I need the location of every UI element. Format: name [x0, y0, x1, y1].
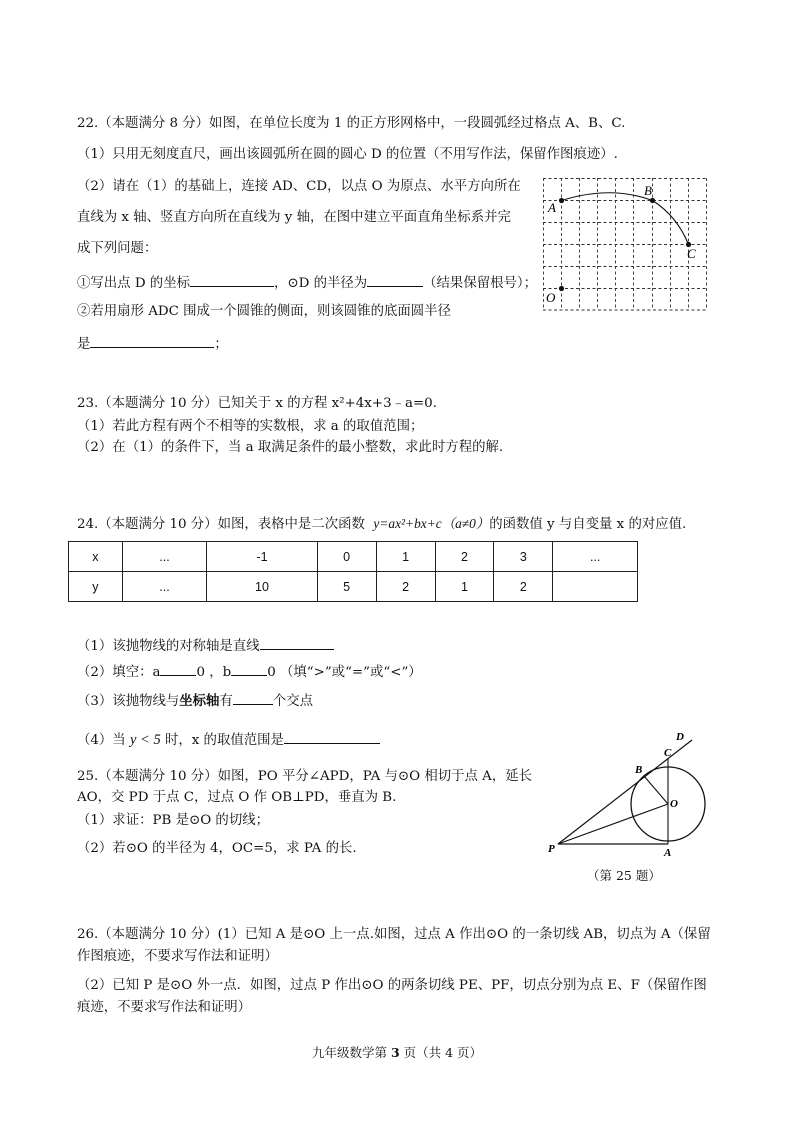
q26-line-3: （2）已知 P 是⊙O 外一点．如图，过点 P 作出⊙O 的两条切线 PE、PF，切点分别为点 E、F（保留作图: [77, 978, 707, 993]
q24-axis-bold: 坐标轴: [179, 693, 220, 709]
q24-range-label: 时，x 的取值范围是: [164, 733, 284, 748]
line-pd: [558, 740, 692, 844]
q24-part-2: [77, 661, 422, 682]
q24-when: （4）当: [77, 733, 126, 748]
answer-blank-b[interactable]: [231, 661, 267, 676]
q26-line-4: 痕迹，不要求写作法和证明）: [77, 1000, 252, 1015]
q22-line-4: 直线为 x 轴、竖直方向所在直线为 y 轴，在图中建立平面直角坐标系并完: [77, 210, 511, 225]
table-cell: [553, 572, 638, 602]
q22-grid-figure: [543, 178, 711, 311]
answer-blank-a[interactable]: [160, 661, 196, 676]
q22-note: （结果保留根号）；: [423, 276, 537, 291]
q22-line-3: （2）请在（1）的基础上，连接 AD、CD，以点 O 为原点、水平方向所在: [77, 179, 521, 194]
q24-points: 个交点: [272, 694, 313, 709]
q24-intersect-label: （3）该抛物线与: [77, 694, 180, 709]
point-o: [559, 286, 564, 291]
q24-has: 有: [219, 694, 233, 709]
table-cell: 10: [207, 572, 317, 602]
table-row-x: [69, 542, 638, 572]
label-a: A: [548, 200, 556, 215]
label-b: B: [635, 764, 643, 776]
table-cell: 2: [494, 572, 553, 602]
footer-page-number: 3: [390, 1045, 400, 1060]
q24-formula: y=ax²+bx+c（a≠0）: [373, 516, 490, 531]
value-table: [68, 541, 638, 602]
footer-suffix: 页（共 4 页）: [399, 1045, 483, 1060]
q25-line-4: （2）若⊙O 的半径为 4，OC=5，求 PA 的长.: [77, 841, 357, 856]
q22-line-6: [77, 272, 537, 293]
answer-blank-intersections[interactable]: [233, 690, 273, 705]
answer-blank-radius[interactable]: [367, 272, 423, 287]
q23-line-3: （2）在（1）的条件下，当 a 取满足条件的最小整数，求此时方程的解.: [77, 440, 504, 455]
table-cell: ...: [122, 542, 207, 572]
table-cell: ...: [122, 572, 207, 602]
q24-line-1: [77, 515, 686, 534]
label-c: C: [664, 747, 672, 759]
q24-intro: 24.（本题满分 10 分）如图，表格中是二次函数: [77, 517, 365, 532]
q24-part-3: [77, 690, 313, 711]
label-a: A: [664, 847, 672, 859]
q24-a-label: （2）填空：a: [77, 665, 161, 680]
q24-part-4: [77, 729, 380, 750]
label-b: B: [644, 183, 652, 198]
answer-blank-range[interactable]: [284, 729, 380, 744]
table-cell: 1: [435, 572, 494, 602]
q22-radius-label: ，⊙D 的半径为: [273, 276, 368, 291]
q24-fill-note: 0 （填“>”或“=”或“<”）: [267, 665, 422, 680]
q23-line-2: （1）若此方程有两个不相等的实数根，求 a 的取值范围；: [77, 419, 424, 434]
table-cell: -1: [207, 542, 317, 572]
point-a: [559, 198, 564, 203]
q22-cone-label: 是: [77, 337, 91, 352]
q24-intro-end: 的函数值 y 与自变量 x 的对应值.: [489, 517, 687, 532]
answer-blank-axis[interactable]: [260, 635, 334, 650]
q25-line-2: AO，交 PD 于点 C，过点 O 作 OB⊥PD，垂直为 B.: [77, 790, 397, 805]
table-cell: x: [69, 542, 123, 572]
label-d: D: [676, 731, 684, 743]
table-cell: 3: [494, 542, 553, 572]
line-ob: [644, 776, 668, 804]
q24-b-label: 0 ，b: [196, 665, 232, 680]
q22-line-2: （1）只用无刻度直尺，画出该圆弧所在圆的圆心 D 的位置（不用写作法，保留作图痕迹）.: [77, 147, 618, 162]
q25-line-1: 25.（本题满分 10 分）如图，PO 平分∠APD，PA 与⊙O 相切于点 A，延长: [77, 769, 533, 784]
q22-line-1: 22.（本题满分 8 分）如图，在单位长度为 1 的正方形网格中，一段圆弧经过格点 A、B、C.: [77, 116, 626, 131]
q22-d-coord-label: ①写出点 D 的坐标: [77, 276, 190, 291]
label-o: O: [546, 290, 556, 305]
point-b: [650, 198, 655, 203]
grid-lines: [543, 178, 707, 310]
q24-part-1: [77, 635, 334, 656]
q22-line-7: ②若用扇形 ADC 围成一个圆锥的侧面，则该圆锥的底面圆半径: [77, 304, 451, 319]
q22-semicolon: ；: [214, 337, 228, 352]
answer-blank-cone-radius[interactable]: [90, 333, 214, 348]
q26-line-1: 26.（本题满分 10 分）(1）已知 A 是⊙O 上一点.如图，过点 A 作出⊙O 的一条切线 AB，切点为 A（保留: [77, 927, 711, 942]
label-p: P: [548, 843, 555, 855]
label-o: O: [670, 798, 678, 810]
q24-axis-label: （1）该抛物线的对称轴是直线: [77, 639, 260, 654]
footer-prefix: 九年级数学第: [311, 1045, 391, 1060]
q22-line-5: 成下列问题：: [77, 241, 158, 256]
q22-line-8: [77, 333, 228, 354]
q24-condition: y < 5: [129, 732, 161, 748]
q25-line-3: （1）求证：PB 是⊙O 的切线；: [77, 813, 269, 828]
q23-line-1: 23.（本题满分 10 分）已知关于 x 的方程 x²+4x+3﹣a=0.: [77, 396, 437, 411]
q26-line-2: 作图痕迹，不要求写作法和证明）: [77, 949, 278, 964]
table-row-y: [69, 572, 638, 602]
table-cell: ...: [553, 542, 638, 572]
q25-caption: （第 25 题）: [587, 868, 661, 883]
label-c: C: [687, 246, 696, 261]
q25-figure: [540, 728, 712, 858]
table-cell: 2: [435, 542, 494, 572]
table-cell: 1: [376, 542, 435, 572]
answer-blank-d-coord[interactable]: [190, 272, 274, 287]
table-cell: 5: [317, 572, 376, 602]
table-cell: y: [69, 572, 123, 602]
circular-arc: [562, 193, 689, 245]
table-cell: 0: [317, 542, 376, 572]
table-cell: 2: [376, 572, 435, 602]
line-po: [558, 804, 668, 844]
page-footer: [0, 1043, 794, 1061]
